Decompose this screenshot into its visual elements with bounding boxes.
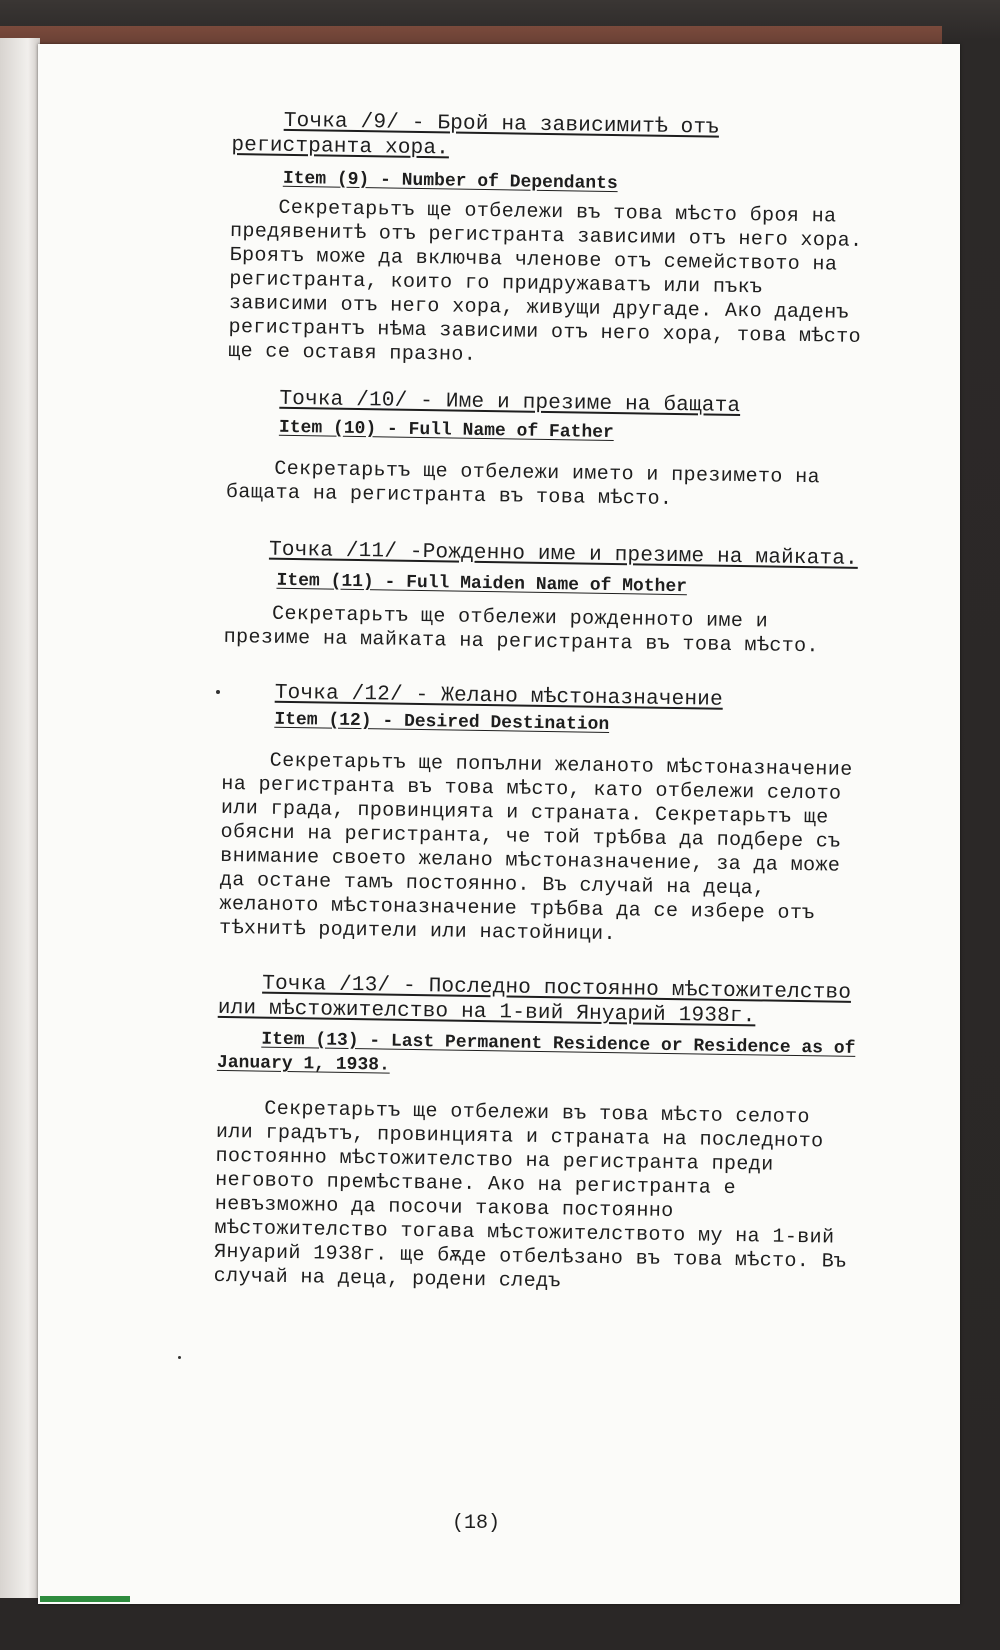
page-number: (18): [452, 1512, 501, 1535]
body-item-11: Секретарьтъ ще отбележи рожденното име и презиме на майката на регистранта въ това мѣсто.: [223, 602, 820, 659]
heading-item-10: Точка /10/ - Име и презиме на бащата: [279, 387, 741, 419]
speck: [178, 1356, 181, 1359]
body-item-9: Секретарьтъ ще отбележи въ това мѣсто броя на предявенитѣ отъ регистранта зависими отъ него хора. Броятъ може да включва членове отъ семейството на регистранта, които го придружаватъ или пъкъ зависими отъ него хора, живущи другаде. Ако даденъ регистрантъ нѣма зависими отъ него хора, това мѣсто ще се оставя празно.: [227, 196, 863, 367]
body-item-10: Секретарьтъ ще отбележи името и презимето на бащата на регистранта въ това мѣсто.: [225, 457, 821, 511]
section-item-12: [219, 680, 863, 951]
heading-item-9: Точка /9/ - Брой на зависимитѣ отъ регистранта хора.: [231, 109, 720, 161]
english-heading-item-11: Item (11) - Full Maiden Name of Mother: [276, 570, 688, 598]
english-heading-item-12: Item (12) - Desired Destination: [274, 709, 610, 735]
english-heading-item-9: Item (9) - Number of Dependants: [282, 168, 618, 195]
body-item-13: Секретарьтъ ще отбележи въ това мѣсто селото или градътъ, провинцията и страната на последното постоянно мѣстожителство на регистранта преди неговото премѣстване. Ако на регистранта е невъзможно да посочи такова постоянно мѣстожителство тогава мѣстожителството му на 1-вий Януарий 1938г. ще бѫде отбелѣзано въ това мѣсто. Въ случай на деца, родени следъ: [213, 1097, 847, 1294]
heading-item-11: Точка /11/ -Рожденно име и презиме на майката.: [268, 538, 859, 571]
english-heading-item-10: Item (10) - Full Name of Father: [278, 417, 614, 444]
section-item-10: [226, 386, 868, 515]
english-heading-item-13: Item (13) - Last Permanent Residence or Residence as of January 1, 1938.: [216, 1029, 856, 1076]
binding-mark: [40, 1596, 130, 1602]
heading-item-13: Точка /13/ - Последно постоянно мѣстожителство или мѣстожителство на 1-вий Януарий 1938г.: [217, 972, 852, 1029]
body-item-12: Секретарьтъ ще попълни желаното мѣстоназначение на регистранта въ това мѣсто, като отбележи селото или града, провинцията и страната. Секретарьтъ ще обясни на регистранта, че той трѣбва да подбере съ внимание своето желано мѣстоназначение, за да може да остане тамъ постоянно. Въ случай на деца, желаното мѣстоназначение трѣбва да се избере отъ тѣхнитѣ родители или настойници.: [218, 749, 853, 947]
heading-item-12: Точка /12/ - Желано мѣстоназначение: [274, 681, 724, 712]
section-item-11: [223, 537, 865, 660]
section-item-13: [213, 971, 858, 1299]
speck: [216, 690, 220, 694]
section-item-9: [228, 108, 872, 374]
typed-text: [213, 108, 871, 1299]
page-edge: [0, 38, 40, 1598]
